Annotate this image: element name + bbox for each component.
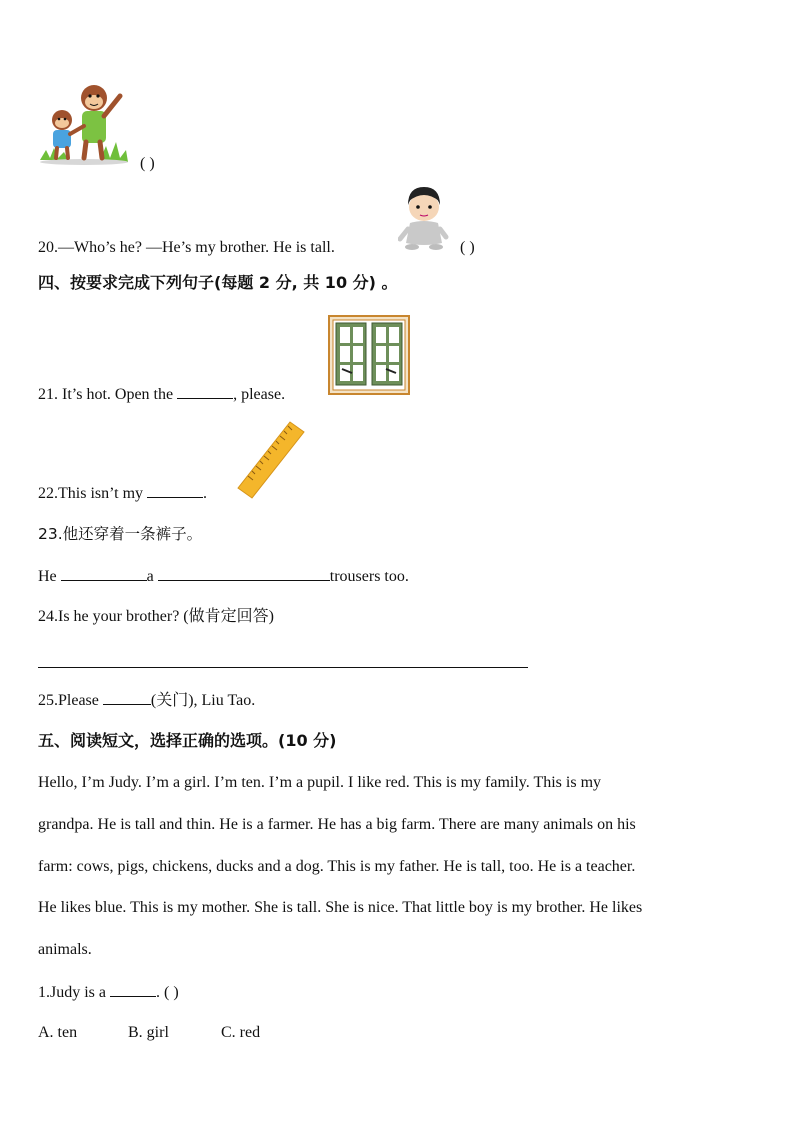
mc1-option-b[interactable]: B. girl [128,1024,169,1041]
q21-sentence [38,384,285,405]
q23-blank-2[interactable] [158,566,330,581]
baby-boy-picture [398,185,450,251]
mc1-before: 1.Judy is a [38,984,110,1001]
section-4-heading: 四、按要求完成下列句子(每题 2 分, 共 10 分) 。 [38,273,398,292]
q23-he: He [38,568,61,585]
passage-line: farm: cows, pigs, chickens, ducks and a dog. This is my father. He is tall, too. He is a teacher. [38,858,636,875]
q22-sentence [38,483,207,504]
q25-before: 25.Please [38,692,103,709]
window-picture [328,315,410,395]
q25-sentence [38,690,255,711]
passage-line: animals. [38,941,92,958]
q20-answer-parentheses: ( ) [460,239,475,256]
passage-line: Hello, I’m Judy. I’m a girl. I’m ten. I’m a pupil. I like red. This is my family. This is my [38,774,602,791]
q22-after: . [203,485,208,502]
q21-before: 21. It’s hot. Open the [38,386,178,403]
mc1-blank[interactable] [110,982,156,997]
q20-question [38,238,335,258]
q23-blank-1[interactable] [61,566,147,581]
q21-after: , please. [233,386,286,403]
passage-line: He likes blue. This is my mother. She is tall. She is nice. That little boy is my brother. He likes [38,899,643,916]
q24-question: 24.Is he your brother? (做肯定回答) [38,608,274,625]
q20-text: —Who’s he? —He’s my brother. He is tall. [58,239,335,256]
q20-number: 20. [38,239,58,256]
q25-blank[interactable] [103,690,151,705]
monkeys-picture [38,82,130,166]
q23-a: a [146,568,158,585]
q23-english [38,566,409,587]
ruler-picture [234,418,308,500]
mc1-question [38,982,179,1003]
passage-line: grandpa. He is tall and thin. He is a farmer. He has a big farm. There are many animals on his [38,816,636,833]
q21-blank[interactable] [177,384,233,399]
q23-end: trousers too. [329,568,409,585]
mc1-after: . ( ) [156,984,179,1001]
q22-before: 22.This isn’t my [38,485,148,502]
q25-after: (关门), Liu Tao. [150,692,256,709]
q19-answer-parentheses: ( ) [140,155,155,172]
q24-answer-line[interactable] [38,667,528,668]
mc1-option-a[interactable]: A. ten [38,1024,78,1041]
mc1-option-c[interactable]: C. red [221,1024,261,1041]
q22-blank[interactable] [147,483,203,498]
section-5-heading: 五、阅读短文，选择正确的选项。(10 分) [38,731,337,750]
q23-chinese: 23.他还穿着一条裤子。 [38,525,203,543]
